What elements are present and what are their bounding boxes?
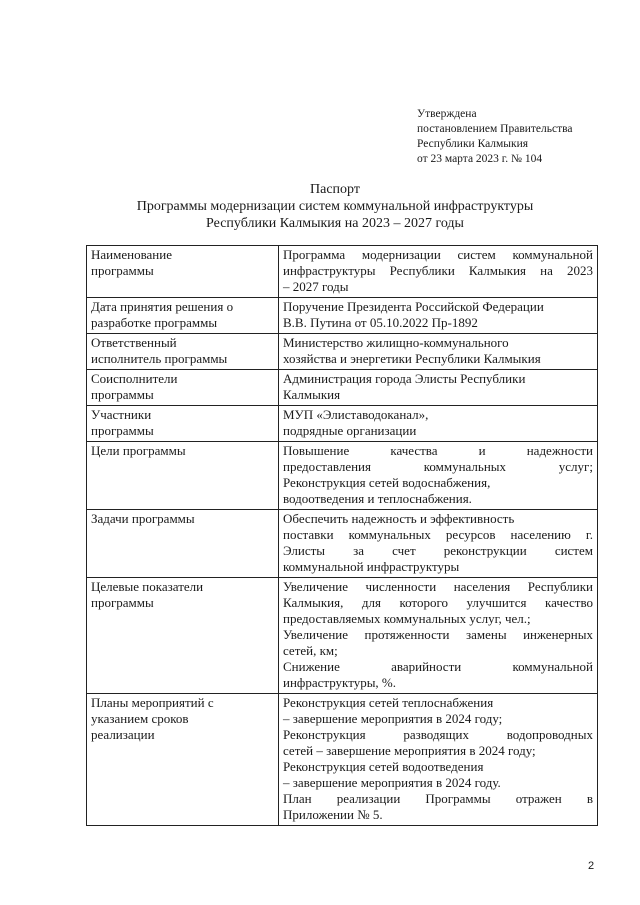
row-value-line: В.В. Путина от 05.10.2022 Пр-1892 bbox=[283, 315, 478, 330]
heading-subtitle: Республики Калмыкия на 2023 – 2027 годы bbox=[206, 216, 464, 231]
row-value-cell bbox=[279, 406, 598, 442]
row-value-line: Администрация города Элисты Республики bbox=[283, 371, 526, 386]
row-label-cell bbox=[87, 334, 279, 370]
row-value-line: – завершение мероприятия в 2024 году; bbox=[283, 711, 503, 726]
row-value-line: Приложении № 5. bbox=[283, 807, 383, 822]
heading-title: Паспорт bbox=[310, 182, 360, 197]
row-value-line: Министерство жилищно-коммунального bbox=[283, 335, 509, 350]
row-value-cell bbox=[279, 370, 598, 406]
row-value-line: – завершение мероприятия в 2024 году. bbox=[283, 775, 501, 790]
row-label-line: Дата принятия решения о bbox=[91, 299, 234, 314]
table-row bbox=[87, 246, 598, 298]
row-value-line: инфраструктуры Республики Калмыкия на 2023 bbox=[283, 263, 593, 278]
table-row bbox=[87, 442, 598, 510]
heading-subtitle: Программы модернизации систем коммунальной инфраструктуры bbox=[136, 199, 534, 214]
row-value-line: сетей – завершение мероприятия в 2024 году; bbox=[283, 743, 536, 758]
row-value-line: предоставляемых коммунальных услуг, чел.; bbox=[283, 611, 531, 626]
row-label-line: Наименование bbox=[91, 247, 172, 262]
table-row bbox=[87, 406, 598, 442]
row-value-line: Калмыкия bbox=[283, 387, 341, 402]
approval-line: Утверждена bbox=[417, 108, 477, 120]
row-value-line: – 2027 годы bbox=[283, 279, 349, 294]
row-value-line: Программа модернизации систем коммунальной bbox=[283, 247, 593, 262]
row-value-cell bbox=[279, 334, 598, 370]
row-label-line: программы bbox=[91, 595, 154, 610]
row-value-line: коммунальной инфраструктуры bbox=[283, 559, 460, 574]
passport-table bbox=[86, 245, 598, 826]
row-value-line: План реализации Программы отражен в bbox=[283, 791, 593, 806]
row-label-line: программы bbox=[91, 387, 154, 402]
row-value-cell bbox=[279, 298, 598, 334]
row-label-line: разработке программы bbox=[91, 315, 218, 330]
row-label-line: исполнитель программы bbox=[91, 351, 228, 366]
row-value-line: Элисты за счет реконструкции систем bbox=[283, 543, 593, 558]
approval-block bbox=[417, 107, 573, 167]
row-value-line: Увеличение численности населения Республики bbox=[283, 579, 593, 594]
row-label-line: Ответственный bbox=[91, 335, 177, 350]
row-value-line: хозяйства и энергетики Республики Калмыкия bbox=[283, 351, 541, 366]
row-value-line: Калмыкия, для которого улучшится качество bbox=[283, 595, 593, 610]
row-value-line: предоставления коммунальных услуг; bbox=[283, 459, 593, 474]
row-label-cell bbox=[87, 406, 279, 442]
row-label-line: Целевые показатели bbox=[91, 579, 204, 594]
passport-table-body bbox=[87, 246, 598, 826]
table-row bbox=[87, 694, 598, 826]
row-value-line: Обеспечить надежность и эффективность bbox=[283, 511, 515, 526]
row-label-line: Задачи программы bbox=[91, 511, 195, 526]
approval-line: постановлением Правительства bbox=[417, 123, 573, 135]
table-row bbox=[87, 334, 598, 370]
row-value-line: Повышение качества и надежности bbox=[283, 443, 593, 458]
row-value-cell bbox=[279, 578, 598, 694]
row-value-line: Реконструкция сетей водоотведения bbox=[283, 759, 484, 774]
approval-line: от 23 марта 2023 г. № 104 bbox=[417, 153, 543, 165]
row-value-line: поставки коммунальных ресурсов населению г. bbox=[283, 527, 593, 542]
row-label-line: Соисполнители bbox=[91, 371, 178, 386]
row-value-cell bbox=[279, 510, 598, 578]
row-value-line: инфраструктуры, %. bbox=[283, 675, 397, 690]
row-value-line: водоотведения и теплоснабжения. bbox=[283, 491, 472, 506]
row-label-line: реализации bbox=[91, 727, 155, 742]
row-label-cell bbox=[87, 246, 279, 298]
row-label-cell bbox=[87, 442, 279, 510]
row-value-line: Увеличение протяженности замены инженерных bbox=[283, 627, 593, 642]
row-label-line: Участники bbox=[91, 407, 152, 422]
table-row bbox=[87, 298, 598, 334]
document-heading bbox=[60, 181, 610, 232]
row-label-line: Планы мероприятий с bbox=[91, 695, 214, 710]
row-label-cell bbox=[87, 370, 279, 406]
row-label-cell bbox=[87, 694, 279, 826]
row-value-line: сетей, км; bbox=[283, 643, 338, 658]
row-label-line: программы bbox=[91, 423, 154, 438]
row-label-line: программы bbox=[91, 263, 154, 278]
row-value-line: Реконструкция сетей водоснабжения, bbox=[283, 475, 491, 490]
approval-line: Республики Калмыкия bbox=[417, 138, 529, 150]
row-value-line: Реконструкция сетей теплоснабжения bbox=[283, 695, 494, 710]
table-row bbox=[87, 510, 598, 578]
row-label-cell bbox=[87, 578, 279, 694]
row-value-line: Снижение аварийности коммунальной bbox=[283, 659, 593, 674]
row-label-line: указанием сроков bbox=[91, 711, 189, 726]
row-label-line: Цели программы bbox=[91, 443, 186, 458]
row-label-cell bbox=[87, 510, 279, 578]
row-value-cell bbox=[279, 694, 598, 826]
row-value-cell bbox=[279, 442, 598, 510]
row-label-cell bbox=[87, 298, 279, 334]
row-value-line: Реконструкция разводящих водопроводных bbox=[283, 727, 593, 742]
row-value-line: подрядные организации bbox=[283, 423, 417, 438]
table-row bbox=[87, 578, 598, 694]
page-number: 2 bbox=[588, 860, 595, 872]
row-value-line: Поручение Президента Российской Федерации bbox=[283, 299, 544, 314]
row-value-cell bbox=[279, 246, 598, 298]
table-row bbox=[87, 370, 598, 406]
row-value-line: МУП «Элиставодоканал», bbox=[283, 407, 429, 422]
